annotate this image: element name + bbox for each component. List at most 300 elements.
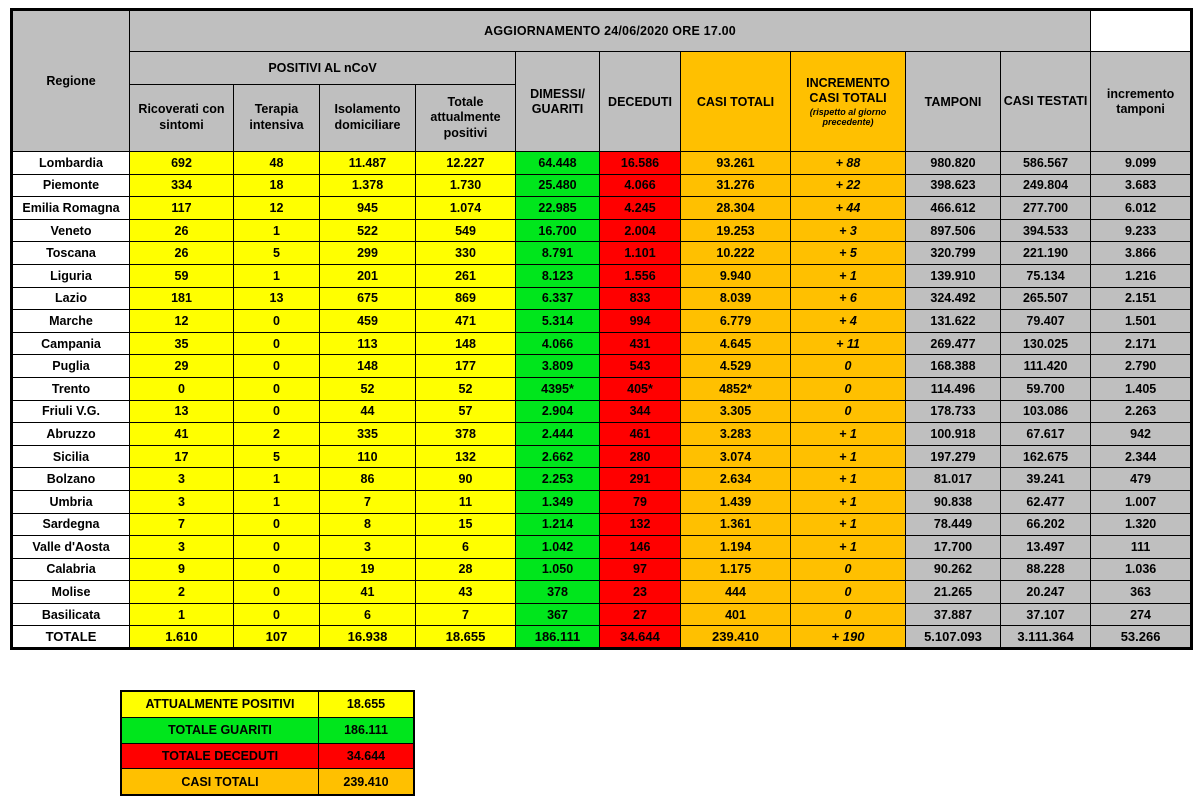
casi-testati-cell: 79.407 <box>1001 310 1091 333</box>
isolamento-cell: 1.378 <box>320 174 416 197</box>
region-cell: Veneto <box>12 219 130 242</box>
tamponi-cell: 980.820 <box>906 152 1001 175</box>
terapia-intensiva-cell: 5 <box>234 445 320 468</box>
incremento-tamponi-cell: 1.501 <box>1091 310 1192 333</box>
column-header-ricoverati: Ricoverati con sintomi <box>130 85 234 152</box>
incremento-tamponi-cell: 1.405 <box>1091 377 1192 400</box>
totale-positivi-cell: 378 <box>416 423 516 446</box>
tamponi-cell: 78.449 <box>906 513 1001 536</box>
totale-positivi-cell: 7 <box>416 603 516 626</box>
column-header-casi-testati: CASI TESTATI <box>1001 52 1091 152</box>
isolamento-cell: 945 <box>320 197 416 220</box>
casi-testati-cell: 20.247 <box>1001 581 1091 604</box>
isolamento-cell: 44 <box>320 400 416 423</box>
table-row <box>12 400 1192 423</box>
incremento-casi-cell: + 190 <box>791 626 906 649</box>
dimessi-guariti-cell: 1.214 <box>516 513 600 536</box>
deceduti-cell: 132 <box>600 513 681 536</box>
totale-positivi-cell: 52 <box>416 377 516 400</box>
ricoverati-cell: 17 <box>130 445 234 468</box>
table-row <box>12 355 1192 378</box>
region-cell: Umbria <box>12 490 130 513</box>
casi-testati-cell: 13.497 <box>1001 536 1091 559</box>
tamponi-cell: 398.623 <box>906 174 1001 197</box>
incremento-casi-cell: + 3 <box>791 219 906 242</box>
terapia-intensiva-cell: 48 <box>234 152 320 175</box>
region-cell: TOTALE <box>12 626 130 649</box>
region-cell: Molise <box>12 581 130 604</box>
incremento-tamponi-cell: 1.007 <box>1091 490 1192 513</box>
deceduti-cell: 146 <box>600 536 681 559</box>
ricoverati-cell: 181 <box>130 287 234 310</box>
table-row <box>12 581 1192 604</box>
tamponi-cell: 168.388 <box>906 355 1001 378</box>
incremento-tamponi-cell: 274 <box>1091 603 1192 626</box>
casi-testati-cell: 66.202 <box>1001 513 1091 536</box>
covid-regions-table <box>10 8 1193 650</box>
ricoverati-cell: 3 <box>130 468 234 491</box>
terapia-intensiva-cell: 107 <box>234 626 320 649</box>
ricoverati-cell: 3 <box>130 536 234 559</box>
incremento-casi-cell: + 1 <box>791 468 906 491</box>
incremento-tamponi-cell: 363 <box>1091 581 1192 604</box>
terapia-intensiva-cell: 1 <box>234 490 320 513</box>
casi-testati-cell: 586.567 <box>1001 152 1091 175</box>
tamponi-cell: 100.918 <box>906 423 1001 446</box>
isolamento-cell: 19 <box>320 558 416 581</box>
deceduti-cell: 344 <box>600 400 681 423</box>
table-row <box>12 332 1192 355</box>
casi-totali-cell: 1.439 <box>681 490 791 513</box>
region-cell: Lazio <box>12 287 130 310</box>
table-row <box>12 174 1192 197</box>
incremento-tamponi-cell: 1.216 <box>1091 264 1192 287</box>
deceduti-cell: 994 <box>600 310 681 333</box>
incremento-tamponi-cell: 53.266 <box>1091 626 1192 649</box>
region-cell: Emilia Romagna <box>12 197 130 220</box>
terapia-intensiva-cell: 0 <box>234 400 320 423</box>
ricoverati-cell: 13 <box>130 400 234 423</box>
isolamento-cell: 675 <box>320 287 416 310</box>
column-header-tamponi: TAMPONI <box>906 52 1001 152</box>
totale-positivi-cell: 132 <box>416 445 516 468</box>
incremento-casi-cell: + 1 <box>791 445 906 468</box>
terapia-intensiva-cell: 0 <box>234 310 320 333</box>
casi-totali-cell: 31.276 <box>681 174 791 197</box>
terapia-intensiva-cell: 0 <box>234 581 320 604</box>
incremento-tamponi-cell: 6.012 <box>1091 197 1192 220</box>
tamponi-cell: 466.612 <box>906 197 1001 220</box>
incremento-tamponi-cell: 2.263 <box>1091 400 1192 423</box>
dimessi-guariti-cell: 378 <box>516 581 600 604</box>
casi-totali-cell: 93.261 <box>681 152 791 175</box>
tamponi-cell: 5.107.093 <box>906 626 1001 649</box>
summary-row <box>121 691 414 717</box>
table-row <box>12 468 1192 491</box>
deceduti-cell: 833 <box>600 287 681 310</box>
terapia-intensiva-cell: 0 <box>234 536 320 559</box>
region-cell: Toscana <box>12 242 130 265</box>
terapia-intensiva-cell: 1 <box>234 468 320 491</box>
ricoverati-cell: 12 <box>130 310 234 333</box>
ricoverati-cell: 26 <box>130 219 234 242</box>
isolamento-cell: 113 <box>320 332 416 355</box>
dimessi-guariti-cell: 5.314 <box>516 310 600 333</box>
casi-testati-cell: 394.533 <box>1001 219 1091 242</box>
totale-positivi-cell: 28 <box>416 558 516 581</box>
casi-totali-cell: 8.039 <box>681 287 791 310</box>
dimessi-guariti-cell: 1.050 <box>516 558 600 581</box>
deceduti-cell: 16.586 <box>600 152 681 175</box>
casi-testati-cell: 59.700 <box>1001 377 1091 400</box>
terapia-intensiva-cell: 0 <box>234 355 320 378</box>
incremento-casi-cell: + 6 <box>791 287 906 310</box>
column-header-deceduti: DECEDUTI <box>600 52 681 152</box>
casi-totali-cell: 1.361 <box>681 513 791 536</box>
terapia-intensiva-cell: 0 <box>234 513 320 536</box>
totale-positivi-cell: 57 <box>416 400 516 423</box>
column-group-positivi: POSITIVI AL nCoV <box>130 52 516 85</box>
ricoverati-cell: 692 <box>130 152 234 175</box>
isolamento-cell: 148 <box>320 355 416 378</box>
dimessi-guariti-cell: 8.791 <box>516 242 600 265</box>
table-row <box>12 513 1192 536</box>
tamponi-cell: 21.265 <box>906 581 1001 604</box>
deceduti-cell: 461 <box>600 423 681 446</box>
column-header-isolamento: Isolamento domiciliare <box>320 85 416 152</box>
tamponi-cell: 897.506 <box>906 219 1001 242</box>
column-header-regione: Regione <box>12 10 130 152</box>
isolamento-cell: 459 <box>320 310 416 333</box>
table-row <box>12 490 1192 513</box>
totale-positivi-cell: 1.074 <box>416 197 516 220</box>
terapia-intensiva-cell: 18 <box>234 174 320 197</box>
ricoverati-cell: 26 <box>130 242 234 265</box>
region-cell: Lombardia <box>12 152 130 175</box>
casi-totali-cell: 3.283 <box>681 423 791 446</box>
incremento-casi-cell: 0 <box>791 581 906 604</box>
incremento-casi-cell: + 88 <box>791 152 906 175</box>
region-cell: Friuli V.G. <box>12 400 130 423</box>
tamponi-cell: 324.492 <box>906 287 1001 310</box>
tamponi-cell: 90.262 <box>906 558 1001 581</box>
table-row <box>12 423 1192 446</box>
dimessi-guariti-cell: 6.337 <box>516 287 600 310</box>
ricoverati-cell: 334 <box>130 174 234 197</box>
casi-totali-cell: 3.305 <box>681 400 791 423</box>
terapia-intensiva-cell: 1 <box>234 219 320 242</box>
ricoverati-cell: 3 <box>130 490 234 513</box>
dimessi-guariti-cell: 25.480 <box>516 174 600 197</box>
casi-totali-cell: 401 <box>681 603 791 626</box>
casi-totali-cell: 3.074 <box>681 445 791 468</box>
casi-totali-cell: 28.304 <box>681 197 791 220</box>
casi-testati-cell: 75.134 <box>1001 264 1091 287</box>
incremento-tamponi-cell: 2.790 <box>1091 355 1192 378</box>
tamponi-cell: 81.017 <box>906 468 1001 491</box>
deceduti-cell: 291 <box>600 468 681 491</box>
table-row <box>12 242 1192 265</box>
summary-value: 18.655 <box>319 691 415 717</box>
totale-positivi-cell: 6 <box>416 536 516 559</box>
incremento-casi-cell: + 22 <box>791 174 906 197</box>
terapia-intensiva-cell: 5 <box>234 242 320 265</box>
totale-positivi-cell: 330 <box>416 242 516 265</box>
dimessi-guariti-cell: 22.985 <box>516 197 600 220</box>
ricoverati-cell: 59 <box>130 264 234 287</box>
region-cell: Puglia <box>12 355 130 378</box>
region-cell: Campania <box>12 332 130 355</box>
summary-body <box>121 691 414 795</box>
incremento-tamponi-cell: 3.866 <box>1091 242 1192 265</box>
ricoverati-cell: 41 <box>130 423 234 446</box>
terapia-intensiva-cell: 0 <box>234 332 320 355</box>
totale-positivi-cell: 43 <box>416 581 516 604</box>
dimessi-guariti-cell: 2.444 <box>516 423 600 446</box>
casi-totali-cell: 1.175 <box>681 558 791 581</box>
region-cell: Piemonte <box>12 174 130 197</box>
ricoverati-cell: 1 <box>130 603 234 626</box>
deceduti-cell: 97 <box>600 558 681 581</box>
incremento-casi-cell: + 1 <box>791 513 906 536</box>
incremento-casi-cell: + 44 <box>791 197 906 220</box>
terapia-intensiva-cell: 12 <box>234 197 320 220</box>
tamponi-cell: 131.622 <box>906 310 1001 333</box>
column-header-incremento-tamponi: incremento tamponi <box>1091 52 1192 152</box>
column-header-totale-positivi: Totale attualmente positivi <box>416 85 516 152</box>
tamponi-cell: 320.799 <box>906 242 1001 265</box>
totale-positivi-cell: 549 <box>416 219 516 242</box>
incremento-tamponi-cell: 2.344 <box>1091 445 1192 468</box>
casi-totali-cell: 4852* <box>681 377 791 400</box>
national-summary-table <box>120 690 415 796</box>
deceduti-cell: 27 <box>600 603 681 626</box>
isolamento-cell: 335 <box>320 423 416 446</box>
isolamento-cell: 6 <box>320 603 416 626</box>
incremento-tamponi-cell: 1.036 <box>1091 558 1192 581</box>
table-row <box>12 377 1192 400</box>
casi-testati-cell: 88.228 <box>1001 558 1091 581</box>
incremento-casi-cell: 0 <box>791 377 906 400</box>
dimessi-guariti-cell: 1.042 <box>516 536 600 559</box>
totale-positivi-cell: 11 <box>416 490 516 513</box>
column-header-dimessi-guariti: DIMESSI/ GUARITI <box>516 52 600 152</box>
incremento-casi-cell: + 11 <box>791 332 906 355</box>
casi-totali-cell: 239.410 <box>681 626 791 649</box>
totale-positivi-cell: 90 <box>416 468 516 491</box>
dimessi-guariti-cell: 186.111 <box>516 626 600 649</box>
dimessi-guariti-cell: 4.066 <box>516 332 600 355</box>
summary-value: 34.644 <box>319 743 415 769</box>
casi-totali-cell: 1.194 <box>681 536 791 559</box>
incremento-casi-note: (rispetto al giorno precedente) <box>809 106 887 127</box>
region-cell: Sicilia <box>12 445 130 468</box>
incremento-casi-cell: 0 <box>791 558 906 581</box>
terapia-intensiva-cell: 13 <box>234 287 320 310</box>
dimessi-guariti-cell: 367 <box>516 603 600 626</box>
tamponi-cell: 17.700 <box>906 536 1001 559</box>
dimessi-guariti-cell: 64.448 <box>516 152 600 175</box>
incremento-casi-cell: + 4 <box>791 310 906 333</box>
casi-totali-cell: 9.940 <box>681 264 791 287</box>
isolamento-cell: 8 <box>320 513 416 536</box>
deceduti-cell: 34.644 <box>600 626 681 649</box>
deceduti-cell: 4.245 <box>600 197 681 220</box>
totale-positivi-cell: 15 <box>416 513 516 536</box>
totale-positivi-cell: 148 <box>416 332 516 355</box>
deceduti-cell: 431 <box>600 332 681 355</box>
deceduti-cell: 4.066 <box>600 174 681 197</box>
casi-testati-cell: 221.190 <box>1001 242 1091 265</box>
dimessi-guariti-cell: 1.349 <box>516 490 600 513</box>
totale-positivi-cell: 177 <box>416 355 516 378</box>
casi-totali-cell: 4.529 <box>681 355 791 378</box>
incremento-casi-label: INCREMENTO CASI TOTALI <box>806 75 890 105</box>
casi-testati-cell: 162.675 <box>1001 445 1091 468</box>
casi-testati-cell: 130.025 <box>1001 332 1091 355</box>
terapia-intensiva-cell: 0 <box>234 603 320 626</box>
casi-testati-cell: 37.107 <box>1001 603 1091 626</box>
isolamento-cell: 86 <box>320 468 416 491</box>
isolamento-cell: 7 <box>320 490 416 513</box>
casi-testati-cell: 277.700 <box>1001 197 1091 220</box>
table-row <box>12 603 1192 626</box>
incremento-tamponi-cell: 9.233 <box>1091 219 1192 242</box>
isolamento-cell: 41 <box>320 581 416 604</box>
dimessi-guariti-cell: 8.123 <box>516 264 600 287</box>
region-cell: Sardegna <box>12 513 130 536</box>
region-cell: Marche <box>12 310 130 333</box>
casi-totali-cell: 10.222 <box>681 242 791 265</box>
summary-label: TOTALE DECEDUTI <box>121 743 319 769</box>
deceduti-cell: 79 <box>600 490 681 513</box>
tamponi-cell: 269.477 <box>906 332 1001 355</box>
casi-totali-cell: 4.645 <box>681 332 791 355</box>
isolamento-cell: 110 <box>320 445 416 468</box>
ricoverati-cell: 0 <box>130 377 234 400</box>
deceduti-cell: 1.101 <box>600 242 681 265</box>
deceduti-cell: 280 <box>600 445 681 468</box>
table-row <box>12 310 1192 333</box>
region-cell: Bolzano <box>12 468 130 491</box>
ricoverati-cell: 29 <box>130 355 234 378</box>
incremento-tamponi-cell: 111 <box>1091 536 1192 559</box>
incremento-casi-cell: + 1 <box>791 423 906 446</box>
totale-positivi-cell: 261 <box>416 264 516 287</box>
summary-row <box>121 717 414 743</box>
casi-testati-cell: 67.617 <box>1001 423 1091 446</box>
incremento-tamponi-cell: 942 <box>1091 423 1192 446</box>
summary-row <box>121 743 414 769</box>
tamponi-cell: 114.496 <box>906 377 1001 400</box>
total-row <box>12 626 1192 649</box>
incremento-tamponi-cell: 2.171 <box>1091 332 1192 355</box>
isolamento-cell: 16.938 <box>320 626 416 649</box>
summary-label: ATTUALMENTE POSITIVI <box>121 691 319 717</box>
casi-testati-cell: 249.804 <box>1001 174 1091 197</box>
deceduti-cell: 1.556 <box>600 264 681 287</box>
table-row <box>12 219 1192 242</box>
casi-testati-cell: 103.086 <box>1001 400 1091 423</box>
table-row <box>12 558 1192 581</box>
summary-row <box>121 769 414 795</box>
casi-testati-cell: 265.507 <box>1001 287 1091 310</box>
casi-totali-cell: 444 <box>681 581 791 604</box>
dimessi-guariti-cell: 2.662 <box>516 445 600 468</box>
tamponi-cell: 197.279 <box>906 445 1001 468</box>
header-notch-spacer <box>1091 10 1192 52</box>
casi-totali-cell: 19.253 <box>681 219 791 242</box>
ricoverati-cell: 7 <box>130 513 234 536</box>
dimessi-guariti-cell: 2.904 <box>516 400 600 423</box>
tamponi-cell: 90.838 <box>906 490 1001 513</box>
totale-positivi-cell: 869 <box>416 287 516 310</box>
incremento-tamponi-cell: 1.320 <box>1091 513 1192 536</box>
deceduti-cell: 405* <box>600 377 681 400</box>
ricoverati-cell: 9 <box>130 558 234 581</box>
table-title: AGGIORNAMENTO 24/06/2020 ORE 17.00 <box>130 10 1091 52</box>
ricoverati-cell: 35 <box>130 332 234 355</box>
incremento-casi-cell: 0 <box>791 355 906 378</box>
incremento-casi-cell: 0 <box>791 400 906 423</box>
dimessi-guariti-cell: 2.253 <box>516 468 600 491</box>
isolamento-cell: 522 <box>320 219 416 242</box>
terapia-intensiva-cell: 1 <box>234 264 320 287</box>
region-cell: Trento <box>12 377 130 400</box>
casi-testati-cell: 111.420 <box>1001 355 1091 378</box>
incremento-tamponi-cell: 3.683 <box>1091 174 1192 197</box>
region-cell: Basilicata <box>12 603 130 626</box>
isolamento-cell: 299 <box>320 242 416 265</box>
table-body <box>12 152 1192 649</box>
deceduti-cell: 23 <box>600 581 681 604</box>
ricoverati-cell: 1.610 <box>130 626 234 649</box>
terapia-intensiva-cell: 0 <box>234 377 320 400</box>
region-cell: Liguria <box>12 264 130 287</box>
deceduti-cell: 543 <box>600 355 681 378</box>
dimessi-guariti-cell: 3.809 <box>516 355 600 378</box>
region-cell: Calabria <box>12 558 130 581</box>
incremento-casi-cell: 0 <box>791 603 906 626</box>
totale-positivi-cell: 1.730 <box>416 174 516 197</box>
isolamento-cell: 201 <box>320 264 416 287</box>
summary-label: CASI TOTALI <box>121 769 319 795</box>
terapia-intensiva-cell: 0 <box>234 558 320 581</box>
table-row <box>12 445 1192 468</box>
incremento-casi-cell: + 1 <box>791 264 906 287</box>
casi-testati-cell: 39.241 <box>1001 468 1091 491</box>
column-header-terapia-intensiva: Terapia intensiva <box>234 85 320 152</box>
incremento-tamponi-cell: 479 <box>1091 468 1192 491</box>
incremento-tamponi-cell: 2.151 <box>1091 287 1192 310</box>
casi-totali-cell: 2.634 <box>681 468 791 491</box>
table-row <box>12 536 1192 559</box>
incremento-casi-cell: + 5 <box>791 242 906 265</box>
casi-testati-cell: 62.477 <box>1001 490 1091 513</box>
table-row <box>12 264 1192 287</box>
table-row <box>12 152 1192 175</box>
region-cell: Valle d'Aosta <box>12 536 130 559</box>
totale-positivi-cell: 471 <box>416 310 516 333</box>
summary-value: 186.111 <box>319 717 415 743</box>
tamponi-cell: 139.910 <box>906 264 1001 287</box>
table-row <box>12 287 1192 310</box>
totale-positivi-cell: 18.655 <box>416 626 516 649</box>
incremento-tamponi-cell: 9.099 <box>1091 152 1192 175</box>
ricoverati-cell: 2 <box>130 581 234 604</box>
isolamento-cell: 52 <box>320 377 416 400</box>
summary-label: TOTALE GUARITI <box>121 717 319 743</box>
